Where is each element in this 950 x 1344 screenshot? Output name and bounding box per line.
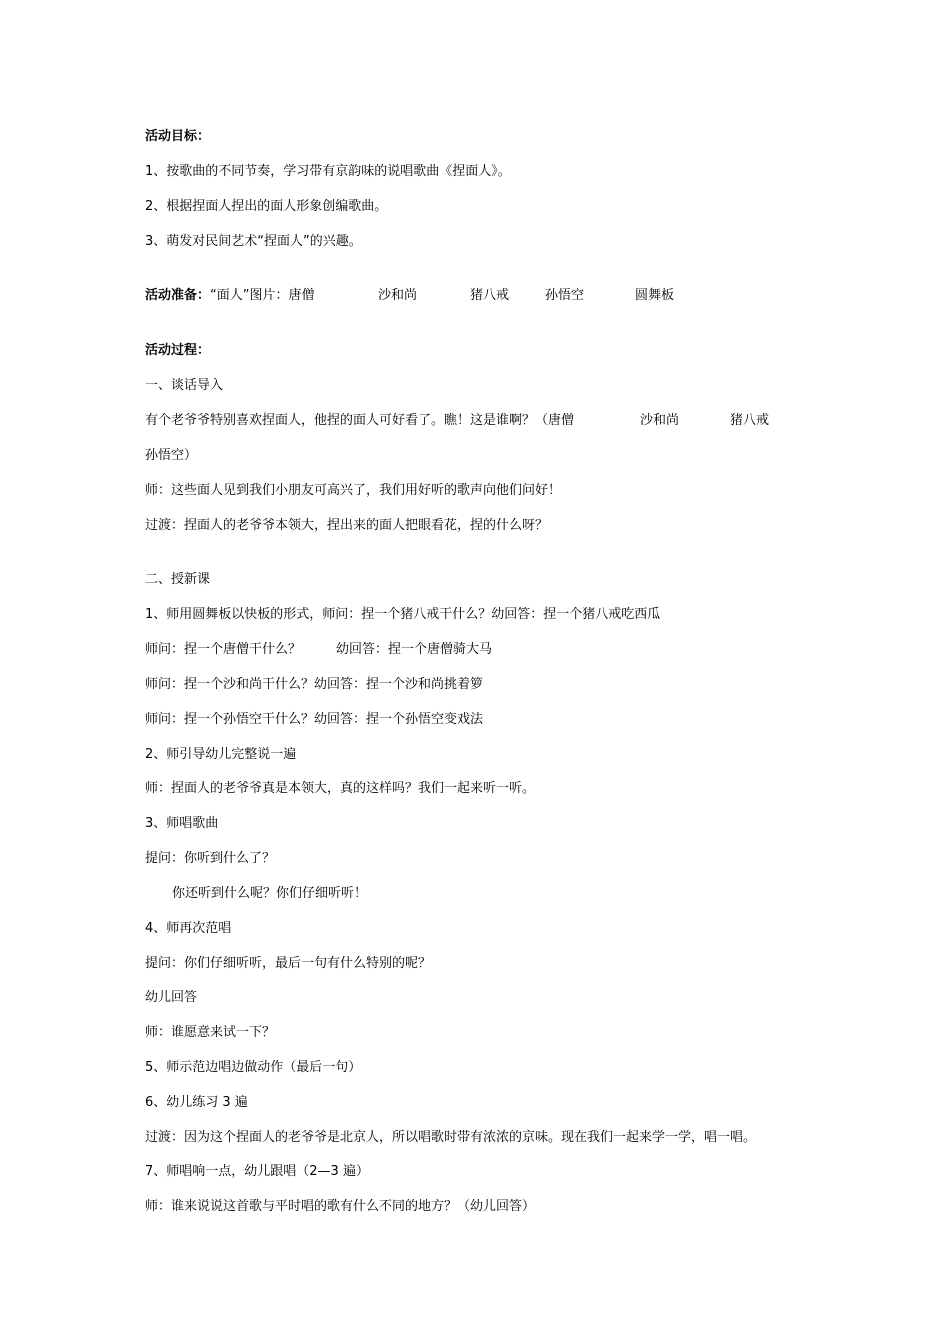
part2-line: 6、幼儿练习 3 遍 [145,1095,248,1110]
prep-item: 孙悟空 [545,288,585,303]
part1-line-name: 沙和尚 [640,413,680,428]
part2-line: 师：谁来说说这首歌与平时唱的歌有什么不同的地方？（幼儿回答） [145,1199,536,1214]
part1-line: 过渡：捏面人的老爷爷本领大，捏出来的面人把眼看花，捏的什么呀？ [145,518,549,533]
part2-line: 你还听到什么呢？你们仔细听听！ [172,886,368,901]
part2-line: 7、师唱响一点，幼儿跟唱（2—3 遍） [145,1164,369,1179]
part2-line: 2、师引导幼儿完整说一遍 [145,747,297,762]
part1-line: 孙悟空） [145,448,198,463]
prep-heading: 活动准备： [145,288,211,303]
prep-intro: “面人”图片：唐僧 [210,288,315,303]
prep-item: 圆舞板 [635,288,675,303]
part2-line: 师问：捏一个孙悟空干什么？幼回答：捏一个孙悟空变戏法 [145,712,484,727]
part1-line: 有个老爷爷特别喜欢捏面人，他捏的面人可好看了。瞧！这是谁啊？（唐僧 [145,413,575,428]
part1-line-name: 猪八戒 [730,413,770,428]
part2-line: 师：捏面人的老爷爷真是本领大，真的这样吗？我们一起来听一听。 [145,781,536,796]
part2-line: 4、师再次范唱 [145,921,232,936]
part2-title: 二、授新课 [145,572,211,587]
prep-item: 沙和尚 [378,288,418,303]
process-heading: 活动过程： [145,343,211,358]
prep-line [145,287,315,305]
part2-line: 过渡：因为这个捏面人的老爷爷是北京人，所以唱歌时带有浓浓的京味。现在我们一起来学一学，唱一唱。 [145,1130,757,1145]
part2-line: 5、师示范边唱边做动作（最后一句） [145,1060,362,1075]
prep-item: 猪八戒 [470,288,510,303]
part2-line: 师问：捏一个沙和尚干什么？幼回答：捏一个沙和尚挑着箩 [145,677,484,692]
part2-line-answer: 幼回答：捏一个唐僧骑大马 [336,642,493,657]
part2-line: 1、师用圆舞板以快板的形式，师问：捏一个猪八戒干什么？幼回答：捏一个猪八戒吃西瓜 [145,607,661,622]
part2-line: 提问：你听到什么了？ [145,851,276,866]
goal-item: 2、根据捏面人捏出的面人形象创编歌曲。 [145,199,388,214]
part1-line: 师：这些面人见到我们小朋友可高兴了，我们用好听的歌声向他们问好！ [145,483,562,498]
goals-heading: 活动目标： [145,129,211,144]
part2-line: 提问：你们仔细听听，最后一句有什么特别的呢？ [145,956,432,971]
goal-item: 1、按歌曲的不同节奏，学习带有京韵味的说唱歌曲《捏面人》。 [145,164,511,179]
part2-line: 3、师唱歌曲 [145,816,219,831]
part2-line: 师问：捏一个唐僧干什么？ [145,642,302,657]
part1-title: 一、谈话导入 [145,378,224,393]
part2-line: 幼儿回答 [145,990,198,1005]
part2-line: 师：谁愿意来试一下？ [145,1025,276,1040]
goal-item: 3、萌发对民间艺术“捏面人”的兴趣。 [145,234,362,249]
